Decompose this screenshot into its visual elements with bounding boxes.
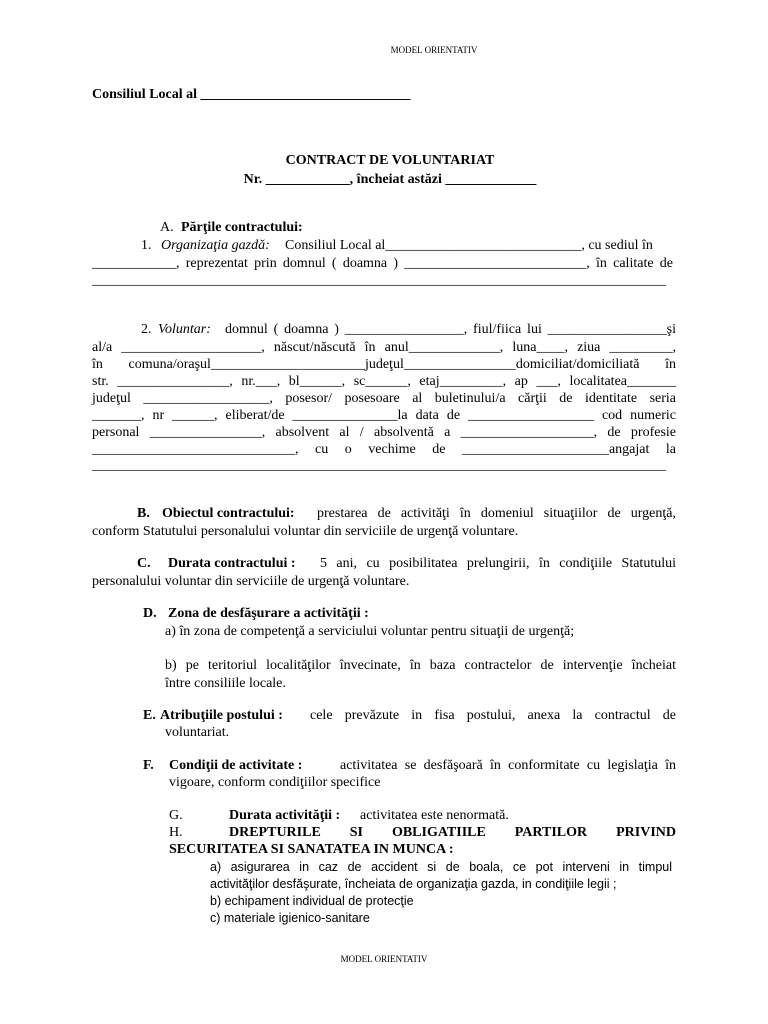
section-h-heading-line2: SECURITATEA SI SANATATEA IN MUNCA : (169, 842, 454, 857)
section-d-item-a: a) în zona de competenţă a serviciului voluntar pentru situaţii de urgenţă; (165, 624, 575, 639)
document-title: CONTRACT DE VOLUNTARIAT (285, 153, 495, 168)
section-c-marker: C. (137, 556, 151, 571)
party2-line4: str. ________________, nr.___, bl______, sc______, etaj_________, ap ___, localitatea_______ (92, 374, 676, 389)
section-a-marker: A. (160, 220, 174, 235)
section-h-item-c: c) materiale igienico-sanitare (210, 911, 370, 925)
section-a-heading: Părţile contractului: (181, 220, 303, 235)
party2-line3: în comuna/oraşul______________________judeţul________________domiciliat/domiciliată în (92, 357, 676, 372)
party2-line5: judeţul __________________, posesor/ posesoare al buletinului/a cărţii de identitate seria (92, 391, 676, 406)
page-header: MODEL ORIENTATIV (390, 45, 478, 55)
section-b-line2: conform Statutului personalului voluntar din serviciile de urgenţă voluntare. (92, 524, 519, 539)
party2-line2: al/a ____________________, născut/născută în anul_____________, luna____, ziua _________, (92, 340, 676, 355)
section-e-marker: E. (143, 708, 156, 723)
document-number-line: Nr. ____________, încheiat astăzi _____________ (243, 172, 537, 187)
party2-line8: _____________________________, cu o vechime de _____________________angajat la (92, 442, 676, 457)
section-c-line1: 5 ani, cu posibilitatea prelungirii, în condiţiile Statutului (320, 556, 676, 571)
section-b-heading: Obiectul contractului: (162, 506, 295, 521)
section-b-line1: prestarea de activităţi în domeniul situaţiilor de urgenţă, (317, 506, 676, 521)
party1-label: Organizaţia gazdă: (161, 238, 270, 253)
party2-line9: __________________________________________________________________________________ (92, 458, 666, 473)
section-h-item-a-line1: a) asigurarea in caz de accident si de boala, ce pot interveni in timpul (210, 860, 672, 874)
section-g-text: activitatea este nenormată. (360, 808, 509, 823)
section-d-item-b-line2: între consiliile locale. (165, 676, 286, 691)
party2-line1: domnul ( doamna ) _________________, fiul/fiica lui _________________şi (225, 322, 676, 337)
section-d-item-b-line1: b) pe teritoriul localităţilor învecinate, în baza contractelor de intervenţie încheiat (165, 658, 676, 673)
section-c-line2: personalului voluntar din serviciile de urgenţă voluntare. (92, 574, 410, 589)
party2-line7: personal ________________, absolvent al / absolventă a ___________________, de profesie (92, 425, 676, 440)
section-b-marker: B. (137, 506, 150, 521)
section-d-heading: Zona de desfăşurare a activităţii : (168, 606, 369, 621)
section-f-heading: Condiţii de activitate : (169, 758, 303, 773)
party2-line6: _______, nr ______, eliberat/de _______________la data de __________________ cod numeric (92, 408, 676, 423)
section-c-heading: Durata contractului : (168, 556, 296, 571)
section-h-item-b: b) echipament individual de protecţie (210, 894, 414, 908)
party1-line2: ____________, reprezentat prin domnul ( doamna ) __________________________, în calitate de (92, 256, 673, 271)
section-f-line1: activitatea se desfăşoară în conformitate cu legislaţia în (340, 758, 676, 773)
section-f-marker: F. (143, 758, 154, 773)
party2-marker: 2. (141, 322, 152, 337)
section-g-heading: Durata activităţii : (229, 808, 341, 823)
section-h-marker: H. (169, 825, 183, 840)
section-d-marker: D. (143, 606, 157, 621)
party1-line3: __________________________________________________________________________________ (92, 273, 666, 288)
page-footer: MODEL ORIENTATIV (340, 954, 428, 964)
section-e-heading: Atribuţiile postului : (160, 708, 283, 723)
section-f-line2: vigoare, conform condiţiilor specifice (169, 775, 381, 790)
council-line: Consiliul Local al ______________________________ (92, 87, 411, 102)
section-g-marker: G. (169, 808, 183, 823)
section-h-item-a-line2: activităţilor desfăşurate, încheiata de organizaţia gazda, in condiţiile legii ; (210, 877, 617, 891)
section-h-heading-line1: DREPTURILE SI OBLIGATIILE PARTILOR PRIVIND (229, 825, 676, 840)
party1-marker: 1. (141, 238, 152, 253)
party2-label: Voluntar: (158, 322, 211, 337)
section-e-line2: voluntariat. (165, 725, 230, 740)
party1-line1: Consiliul Local al____________________________, cu sediul în (285, 238, 653, 253)
section-e-line1: cele prevăzute in fisa postului, anexa la contractul de (310, 708, 676, 723)
